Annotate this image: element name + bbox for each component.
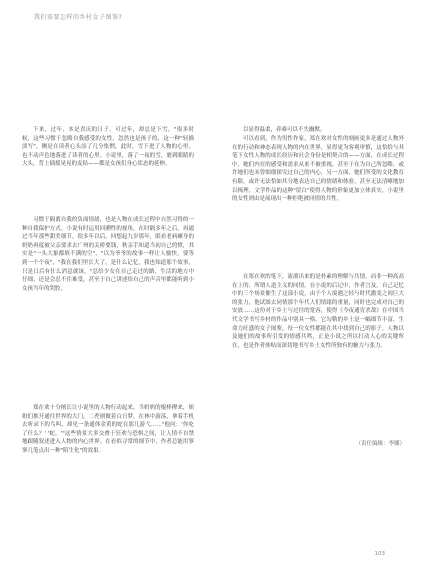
- left-paragraph-2: 习惯于隔离自我的负面情绪，也是人物在成长过程中自然习得的一种自我保护方式。小说有时运用回溯性的视角，在时隔多年之后，再通过当年那些甜美细节，很多年以后，回想起九岁那年，眼看老病瘫身的奶奶再度被父亲要求去广州的关桥要钱，秋亲手知道当初自己的愤，其实是"一头大象都填不满的空"，"以为爷爷的故事一样让人愉快，要等到一个个夜"，"我在我们里长大了，是什么记忆，我也知道那个故事，只是日后有什么消息就该。"总给少女在自己走过的路、生活的地方中仔细，还是会忍不住难受，甚至于自己讲述给自己的声音里都能听到小女孩当年的哭腔。: [22, 217, 194, 292]
- running-header: 我们需要怎样的乡村女子图鉴?: [34, 14, 123, 21]
- right-paragraph-2: 可以看到，作为男性作家，郑在欢对女性的刻画更多是通过人物外在的行动和神态表现人物的内在世界，显得更为客观审慎，这恰恰与其笔下女性人物的成长经历和社会身份是相契合的——方面，在成长过程中，她们内在的感受和需求从来不被重视，甚至于在为自己所忽略。或许她们也未曾细细探究过自己的内心，另一方面，她们所受的文化教育有限，或许无法恰如其分地表达自己的情绪和体验，甚至无法清晰地加以梳理。文学作品的这种"留白"使得人物的形象更加立体真实，小说里的女性则由是展现出一种拒绝被同情的共性。: [232, 136, 404, 203]
- left-paragraph-1: 下来，过年，本是喜庆的日子，可过年，却总是下雪，"很多时候，这些习惯于忽略自我感受的女性，忽然也是孩子的，这一种"轻描淡写"，侧是在读者心头添了几分怅惘，此时，雪下进了人物的心里，也不动声色地落进了读者的心里。小说里，落了一夜的雪，裹到眼睛的大头，背上插摇晃晃的麦秸——都是女孩们身心状态的延伸。: [22, 127, 194, 168]
- blank-image-area: [22, 32, 194, 122]
- right-paragraph-3: 在郑在欢的笔下，流淌出来的是朴素的理解与共情，而非一种高高在上的、所谓人道主义的同情。在小说的后记中，作者言及，自己记忆中的三个场景催生了这部小说，由于个人境遇之轻与时代激变之间巨大的张力，他试图去同情那个年代人们情绪的重量，同时也完成对自己的安放……这份对于乡土与过往的宽容，使得《今夜通宵杀敌》在中国当代文学书写乡村的作品中别具一格。它勾勒的乡土是一幅细节丰富、生命力旺盛的女子图鉴，每一位女性都能在其中找到自己的影子。人物以及她们的故事所引发的情感共鸣，正是小说之所以打动人心的关键所在，也是作者体贴而深切地书写乡土女性所独有的魅力与张力。: [232, 274, 404, 349]
- right-paragraph-1: 以显得温柔，养难可以不失幽默。: [243, 127, 326, 133]
- editor-credit: （责任编辑：李娜）: [355, 441, 405, 447]
- left-paragraph-3: 郑在欢十分擅长让小说里的人物行动起来，当奶奶的棍棒撵来，姐姐们推开通往世界的大门，二秃则做着白日梦，在林中游荡，拿着手机去听录下的鸟叫，却见一条通体金黄的蛇在那儿游弋……"他问：'你吃了什么？' '蛇。'"这些情景大多交叠于狂欢与恐惧之间，让人情不自禁地跟随叙述进入人物的内心世界。在看似寻常的细节中，作者总能用寥寥几笔点出一种"陌生化"的效果。: [22, 405, 194, 454]
- page-number: 103: [374, 551, 385, 557]
